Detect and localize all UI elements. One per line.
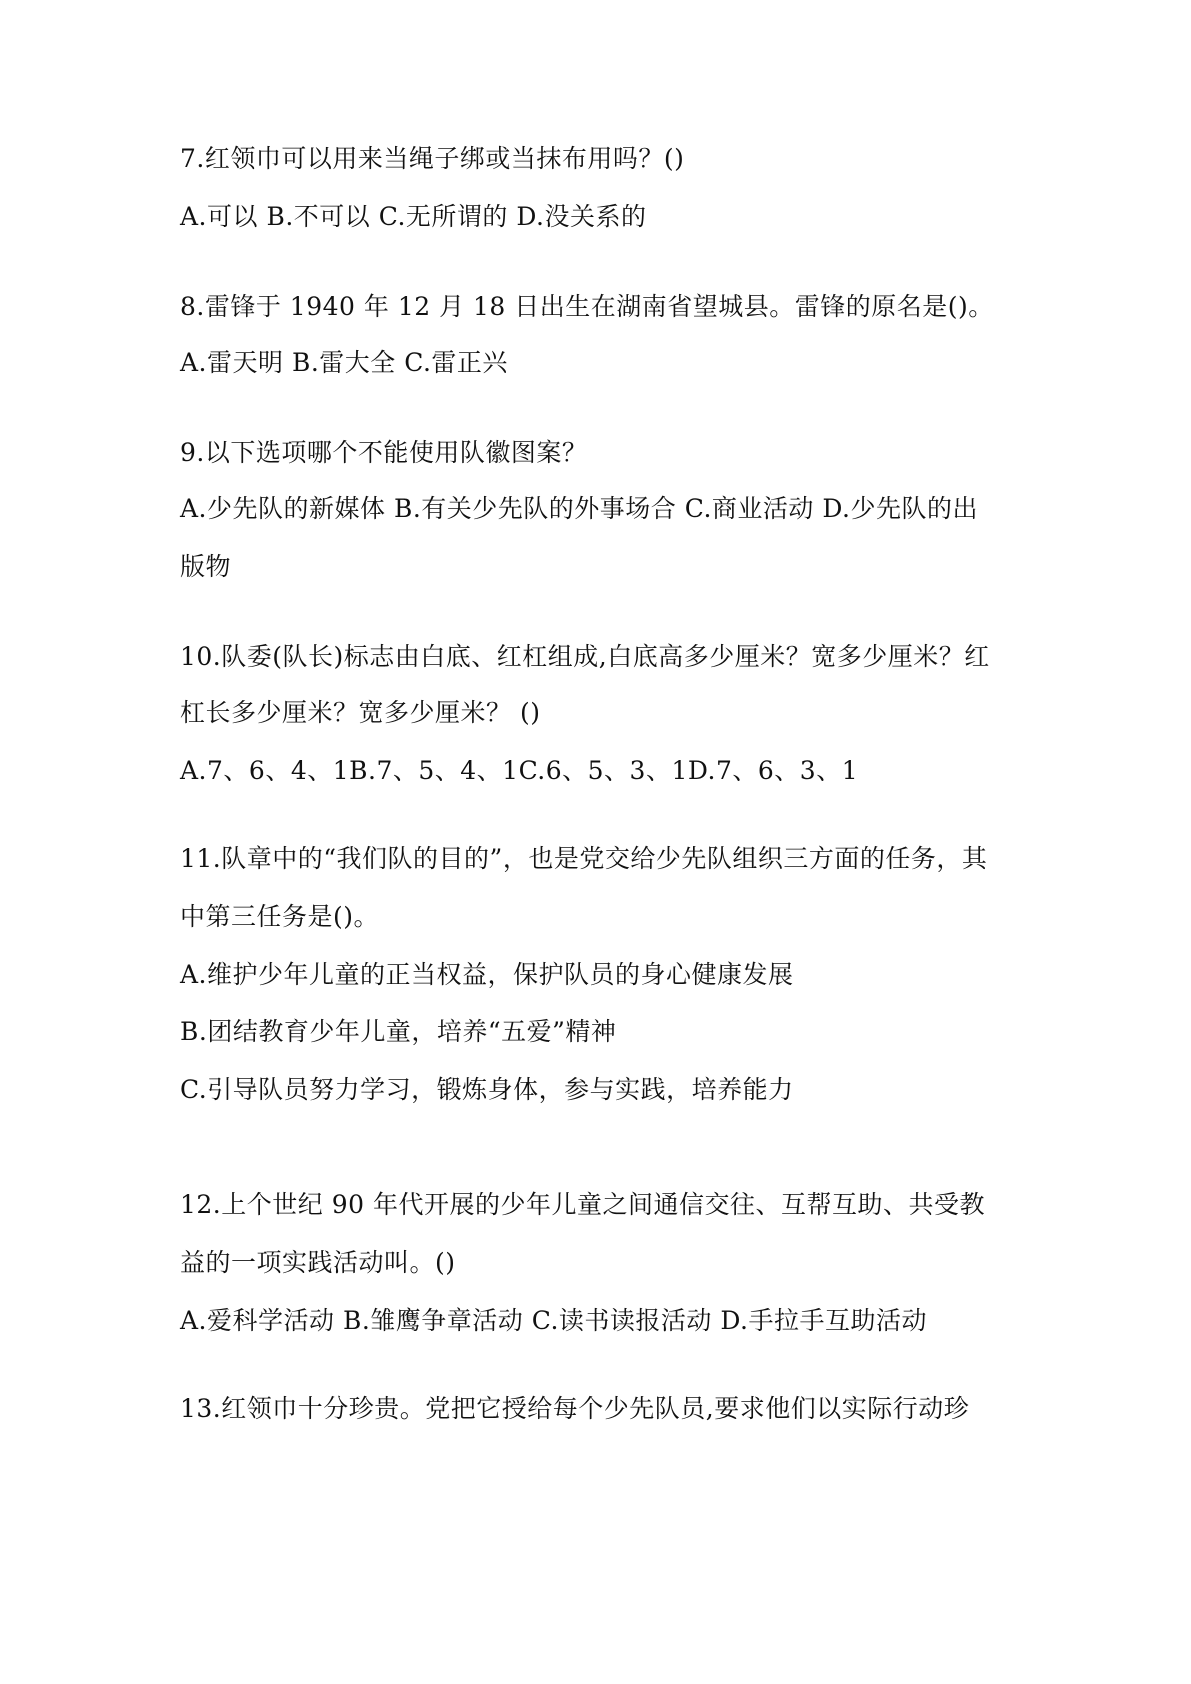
question-12-continued: 益的一项实践活动叫。() <box>180 1248 456 1277</box>
question-12: 12.上个世纪 90 年代开展的少年儿童之间通信交往、互帮互助、共受教 <box>180 1190 985 1219</box>
question-9-options-continued: 版物 <box>180 552 232 581</box>
question-8-options: A.雷天明 B.雷大全 C.雷正兴 <box>180 348 508 377</box>
question-8: 8.雷锋于 1940 年 12 月 18 日出生在湖南省望城县。雷锋的原名是()。 <box>180 292 994 321</box>
question-11-option-b: B.团结教育少年儿童，培养“五爱”精神 <box>180 1017 617 1046</box>
question-7: 7.红领巾可以用来当绳子绑或当抹布用吗？() <box>180 144 685 173</box>
question-12-options: A.爱科学活动 B.雏鹰争章活动 C.读书读报活动 D.手拉手互助活动 <box>180 1306 927 1335</box>
question-11: 11.队章中的“我们队的目的”，也是党交给少先队组织三方面的任务，其 <box>180 844 988 873</box>
question-7-options: A.可以 B.不可以 C.无所谓的 D.没关系的 <box>180 202 647 231</box>
question-9: 9.以下选项哪个不能使用队徽图案？ <box>180 438 588 467</box>
question-11-option-c: C.引导队员努力学习，锻炼身体，参与实践，培养能力 <box>180 1075 794 1104</box>
question-11-option-a: A.维护少年儿童的正当权益，保护队员的身心健康发展 <box>180 960 794 989</box>
question-10-options: A.7、6、4、1B.7、5、4、1C.6、5、3、1D.7、6、3、1 <box>180 756 859 785</box>
question-10-continued: 杠长多少厘米？宽多少厘米？ () <box>180 698 541 727</box>
question-9-options: A.少先队的新媒体 B.有关少先队的外事场合 C.商业活动 D.少先队的出 <box>180 494 978 523</box>
question-13: 13.红领巾十分珍贵。党把它授给每个少先队员,要求他们以实际行动珍 <box>180 1394 970 1423</box>
question-11-continued: 中第三任务是()。 <box>180 902 380 931</box>
question-10: 10.队委(队长)标志由白底、红杠组成,白底高多少厘米？宽多少厘米？红 <box>180 642 990 671</box>
